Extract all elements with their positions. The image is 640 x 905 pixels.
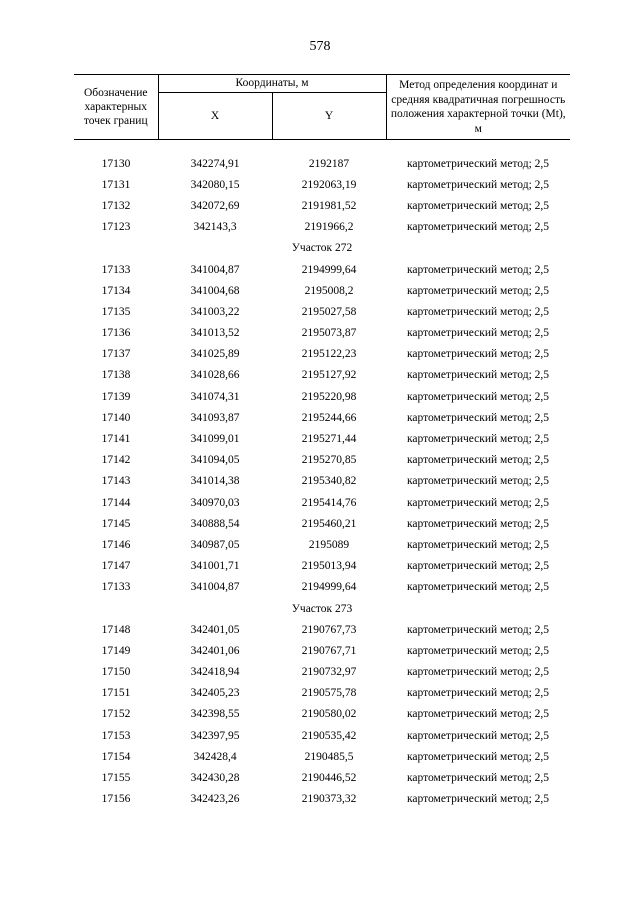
x-coordinate-cell: 340888,54 xyxy=(190,517,240,530)
table-row xyxy=(74,259,570,280)
x-coordinate-cell: 341099,01 xyxy=(190,433,240,446)
table-row xyxy=(74,301,570,322)
method-cell: картометрический метод; 2,5 xyxy=(407,708,550,721)
y-coordinate-cell: 2194999,64 xyxy=(301,581,357,594)
y-coordinate-cell: 2195027,58 xyxy=(301,305,357,318)
section-label: Участок 272 xyxy=(291,242,353,255)
point-id-cell: 17131 xyxy=(101,178,131,191)
method-cell: картометрический метод; 2,5 xyxy=(407,496,550,509)
method-cell: картометрический метод; 2,5 xyxy=(407,305,550,318)
point-id-cell: 17143 xyxy=(101,475,131,488)
point-id-cell: 17123 xyxy=(101,221,131,234)
table-row xyxy=(74,577,570,598)
x-coordinate-cell: 342423,26 xyxy=(190,793,240,806)
point-id-cell: 17139 xyxy=(101,390,131,403)
x-coordinate-cell: 342397,95 xyxy=(190,729,240,742)
x-coordinate-cell: 341004,87 xyxy=(190,581,240,594)
y-coordinate-cell: 2195013,94 xyxy=(301,560,357,573)
y-coordinate-cell: 2190373,32 xyxy=(301,793,357,806)
point-id-cell: 17148 xyxy=(101,623,131,636)
table-row xyxy=(74,428,570,449)
x-coordinate-cell: 341074,31 xyxy=(190,390,240,403)
point-id-cell: 17152 xyxy=(101,708,131,721)
header-method: Метод определения координат и средняя квадратичная погрешность положения характерной точки (Mt), м xyxy=(386,75,570,140)
method-cell: картометрический метод; 2,5 xyxy=(407,348,550,361)
y-coordinate-cell: 2190446,52 xyxy=(301,772,357,785)
x-coordinate-cell: 341014,38 xyxy=(190,475,240,488)
x-coordinate-cell: 341013,52 xyxy=(190,327,240,340)
table-row xyxy=(74,789,570,810)
x-coordinate-cell: 342405,23 xyxy=(190,687,240,700)
y-coordinate-cell: 2195073,87 xyxy=(301,327,357,340)
method-cell: картометрический метод; 2,5 xyxy=(407,750,550,763)
point-id-cell: 17146 xyxy=(101,538,131,551)
table-row xyxy=(74,450,570,471)
y-coordinate-cell: 2195089 xyxy=(308,538,350,551)
y-coordinate-cell: 2191966,2 xyxy=(304,221,354,234)
method-cell: картометрический метод; 2,5 xyxy=(407,581,550,594)
point-id-cell: 17138 xyxy=(101,369,131,382)
x-coordinate-cell: 342274,91 xyxy=(190,157,240,170)
method-cell: картометрический метод; 2,5 xyxy=(407,433,550,446)
table-row xyxy=(74,407,570,428)
section-row xyxy=(74,238,570,259)
page-number: 578 xyxy=(309,39,331,54)
method-cell: картометрический метод; 2,5 xyxy=(407,411,550,424)
section-row xyxy=(74,598,570,619)
y-coordinate-cell: 2190580,02 xyxy=(301,708,357,721)
method-cell: картометрический метод; 2,5 xyxy=(407,666,550,679)
method-cell: картометрический метод; 2,5 xyxy=(407,623,550,636)
method-cell: картометрический метод; 2,5 xyxy=(407,793,550,806)
table-row xyxy=(74,344,570,365)
x-coordinate-cell: 341004,68 xyxy=(190,284,240,297)
point-id-cell: 17130 xyxy=(101,157,131,170)
table-row xyxy=(74,704,570,725)
x-coordinate-cell: 341093,87 xyxy=(190,411,240,424)
table-body xyxy=(74,140,570,810)
point-id-cell: 17133 xyxy=(101,263,131,276)
method-cell: картометрический метод; 2,5 xyxy=(407,454,550,467)
x-coordinate-cell: 340970,03 xyxy=(190,496,240,509)
y-coordinate-cell: 2195460,21 xyxy=(301,517,357,530)
y-coordinate-cell: 2190575,78 xyxy=(301,687,357,700)
method-cell: картометрический метод; 2,5 xyxy=(407,644,550,657)
table-row xyxy=(74,683,570,704)
header-y: Y xyxy=(272,92,386,139)
point-id-cell: 17150 xyxy=(101,666,131,679)
y-coordinate-cell: 2190767,73 xyxy=(301,623,357,636)
point-id-cell: 17136 xyxy=(101,327,131,340)
method-cell: картометрический метод; 2,5 xyxy=(407,221,550,234)
point-id-cell: 17134 xyxy=(101,284,131,297)
x-coordinate-cell: 341094,05 xyxy=(190,454,240,467)
y-coordinate-cell: 2195220,98 xyxy=(301,390,357,403)
table-row xyxy=(74,323,570,344)
method-cell: картометрический метод; 2,5 xyxy=(407,199,550,212)
table-row xyxy=(74,746,570,767)
y-coordinate-cell: 2191981,52 xyxy=(301,199,357,212)
y-coordinate-cell: 2195122,23 xyxy=(301,348,357,361)
x-coordinate-cell: 342430,28 xyxy=(190,772,240,785)
y-coordinate-cell: 2192063,19 xyxy=(301,178,357,191)
x-coordinate-cell: 342072,69 xyxy=(190,199,240,212)
y-coordinate-cell: 2190732,97 xyxy=(301,666,357,679)
table-row xyxy=(74,471,570,492)
x-coordinate-cell: 341004,87 xyxy=(190,263,240,276)
x-coordinate-cell: 341025,89 xyxy=(190,348,240,361)
point-id-cell: 17156 xyxy=(101,793,131,806)
method-cell: картометрический метод; 2,5 xyxy=(407,772,550,785)
y-coordinate-cell: 2190485,5 xyxy=(304,750,354,763)
table-row xyxy=(74,195,570,216)
y-coordinate-cell: 2195340,82 xyxy=(301,475,357,488)
point-id-cell: 17149 xyxy=(101,644,131,657)
y-coordinate-cell: 2195008,2 xyxy=(304,284,354,297)
method-cell: картометрический метод; 2,5 xyxy=(407,284,550,297)
method-cell: картометрический метод; 2,5 xyxy=(407,560,550,573)
method-cell: картометрический метод; 2,5 xyxy=(407,729,550,742)
table-row xyxy=(74,513,570,534)
y-coordinate-cell: 2194999,64 xyxy=(301,263,357,276)
table-row xyxy=(74,662,570,683)
header-coordinates: Координаты, м xyxy=(158,75,386,93)
table-row xyxy=(74,217,570,238)
header-designation: Обозначение характерных точек границ xyxy=(74,75,158,140)
y-coordinate-cell: 2195127,92 xyxy=(301,369,357,382)
coordinates-table xyxy=(74,74,570,810)
x-coordinate-cell: 342401,06 xyxy=(190,644,240,657)
table-row xyxy=(74,365,570,386)
method-cell: картометрический метод; 2,5 xyxy=(407,157,550,170)
x-coordinate-cell: 342401,05 xyxy=(190,623,240,636)
method-cell: картометрический метод; 2,5 xyxy=(407,327,550,340)
point-id-cell: 17142 xyxy=(101,454,131,467)
x-coordinate-cell: 342398,55 xyxy=(190,708,240,721)
table-header xyxy=(74,75,570,140)
y-coordinate-cell: 2195414,76 xyxy=(301,496,357,509)
y-coordinate-cell: 2190535,42 xyxy=(301,729,357,742)
point-id-cell: 17155 xyxy=(101,772,131,785)
point-id-cell: 17133 xyxy=(101,581,131,594)
point-id-cell: 17145 xyxy=(101,517,131,530)
x-coordinate-cell: 342418,94 xyxy=(190,666,240,679)
y-coordinate-cell: 2190767,71 xyxy=(301,644,357,657)
x-coordinate-cell: 341003,22 xyxy=(190,305,240,318)
table-row xyxy=(74,174,570,195)
y-coordinate-cell: 2195244,66 xyxy=(301,411,357,424)
method-cell: картометрический метод; 2,5 xyxy=(407,538,550,551)
point-id-cell: 17135 xyxy=(101,305,131,318)
method-cell: картометрический метод; 2,5 xyxy=(407,475,550,488)
x-coordinate-cell: 342143,3 xyxy=(193,221,237,234)
table-row xyxy=(74,640,570,661)
x-coordinate-cell: 341001,71 xyxy=(190,560,240,573)
header-x: X xyxy=(158,92,272,139)
x-coordinate-cell: 340987,05 xyxy=(190,538,240,551)
y-coordinate-cell: 2195271,44 xyxy=(301,433,357,446)
table-row xyxy=(74,153,570,174)
method-cell: картометрический метод; 2,5 xyxy=(407,687,550,700)
point-id-cell: 17153 xyxy=(101,729,131,742)
method-cell: картометрический метод; 2,5 xyxy=(407,369,550,382)
point-id-cell: 17144 xyxy=(101,496,131,509)
x-coordinate-cell: 342080,15 xyxy=(190,178,240,191)
point-id-cell: 17140 xyxy=(101,411,131,424)
table-row xyxy=(74,280,570,301)
table-row xyxy=(74,492,570,513)
point-id-cell: 17137 xyxy=(101,348,131,361)
point-id-cell: 17151 xyxy=(101,687,131,700)
table-row xyxy=(74,619,570,640)
method-cell: картометрический метод; 2,5 xyxy=(407,178,550,191)
method-cell: картометрический метод; 2,5 xyxy=(407,390,550,403)
point-id-cell: 17132 xyxy=(101,199,131,212)
point-id-cell: 17141 xyxy=(101,433,131,446)
y-coordinate-cell: 2192187 xyxy=(308,157,350,170)
point-id-cell: 17154 xyxy=(101,750,131,763)
section-label: Участок 273 xyxy=(291,602,353,615)
x-coordinate-cell: 341028,66 xyxy=(190,369,240,382)
y-coordinate-cell: 2195270,85 xyxy=(301,454,357,467)
x-coordinate-cell: 342428,4 xyxy=(193,750,237,763)
table-row xyxy=(74,767,570,788)
table-row xyxy=(74,386,570,407)
table-row xyxy=(74,534,570,555)
method-cell: картометрический метод; 2,5 xyxy=(407,263,550,276)
point-id-cell: 17147 xyxy=(101,560,131,573)
table-row xyxy=(74,556,570,577)
method-cell: картометрический метод; 2,5 xyxy=(407,517,550,530)
table-row xyxy=(74,725,570,746)
